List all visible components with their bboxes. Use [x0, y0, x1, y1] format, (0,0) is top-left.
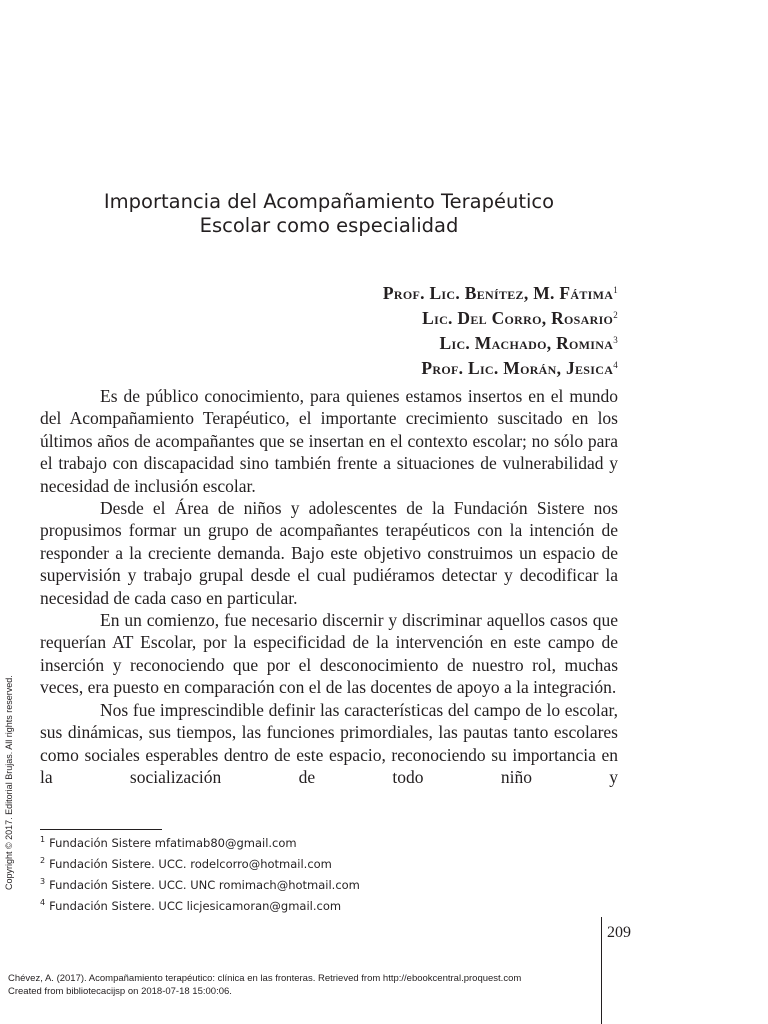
footnote-marker: 1 — [613, 285, 618, 295]
author-name: Prof. Lic. Benítez, M. Fátima — [382, 283, 614, 303]
citation-footer — [8, 973, 521, 998]
footnotes — [40, 831, 360, 915]
paragraph: Es de público conocimiento, para quienes estamos insertos en el mundo del Acompañamiento Terapéutico, el importante crecimiento suscitado en los últimos años de acompañantes que se insertan en el contexto escolar; no sólo para el trabajo con discapacidad sino también frente a situaciones de vulnerabilidad y necesidad de inclusión escolar. — [40, 386, 618, 496]
footnote-separator — [40, 829, 162, 830]
author-name: Prof. Lic. Morán, Jesica — [421, 358, 614, 378]
footnote-number: 1 — [40, 835, 46, 844]
citation-line: Chévez, A. (2017). Acompañamiento terapéutico: clínica en las fronteras. Retrieved from http://ebookcentral.proquest.com — [8, 973, 522, 984]
copyright-notice: Copyright © 2017. Editorial Brujas. All rights reserved. — [4, 675, 14, 890]
author-line — [383, 304, 618, 329]
author-line — [383, 279, 618, 304]
title-line-2: Escolar como especialidad — [199, 214, 459, 237]
paragraph: Nos fue imprescindible definir las características del campo de lo escolar, sus dinámicas, sus tiempos, las funciones primordiales, las pautas tanto escolares como sociales esperables dentro de este espacio, reconociendo su importancia en la socialización de todo niño y — [40, 699, 618, 787]
footnote-text: Fundación Sistere. UCC licjesicamoran@gmail.com — [49, 899, 342, 913]
paragraph: Desde el Área de niños y adolescentes de la Fundación Sistere nos propusimos formar un grupo de acompañantes terapéuticos con la intención de responder a la creciente demanda. Bajo este objetivo construimos un espacio de supervisión y trabajo grupal desde el cual pudiéramos detectar y decodificar la necesidad de cada caso en particular. — [40, 498, 618, 608]
body-text — [40, 385, 618, 788]
author-name: Lic. Machado, Romina — [439, 333, 614, 353]
footnote-number: 4 — [40, 898, 46, 907]
page-number-rule — [601, 917, 602, 1024]
footnote — [40, 894, 360, 915]
footnote-number: 2 — [40, 856, 46, 865]
paragraph: En un comienzo, fue necesario discernir y discriminar aquellos casos que requerían AT Escolar, por la especificidad de la intervención en este campo de inserción y reconociendo que por el desconocimiento de nuestro rol, muchas veces, era puesto en comparación con el de las docentes de apoyo a la integración. — [40, 610, 618, 698]
citation-line: Created from bibliotecacijsp on 2018-07-18 15:00:06. — [8, 985, 232, 997]
author-name: Lic. Del Corro, Rosario — [422, 308, 614, 328]
footnote-number: 3 — [40, 877, 46, 886]
footnote — [40, 831, 360, 852]
footnote-marker: 4 — [613, 360, 618, 370]
footnote-marker: 3 — [613, 335, 618, 345]
footnote-text: Fundación Sistere. UCC. rodelcorro@hotmail.com — [49, 857, 332, 871]
footnote — [40, 852, 360, 873]
chapter-title — [40, 190, 618, 238]
author-list — [383, 279, 618, 379]
footnote — [40, 873, 360, 894]
author-line — [383, 354, 618, 379]
page-number: 209 — [607, 924, 631, 941]
footnote-marker: 2 — [613, 310, 618, 320]
footnote-text: Fundación Sistere. UCC. UNC romimach@hotmail.com — [49, 878, 360, 892]
footnote-text: Fundación Sistere mfatimab80@gmail.com — [49, 836, 297, 850]
author-line — [383, 329, 618, 354]
title-line-1: Importancia del Acompañamiento Terapéutico — [103, 190, 555, 213]
